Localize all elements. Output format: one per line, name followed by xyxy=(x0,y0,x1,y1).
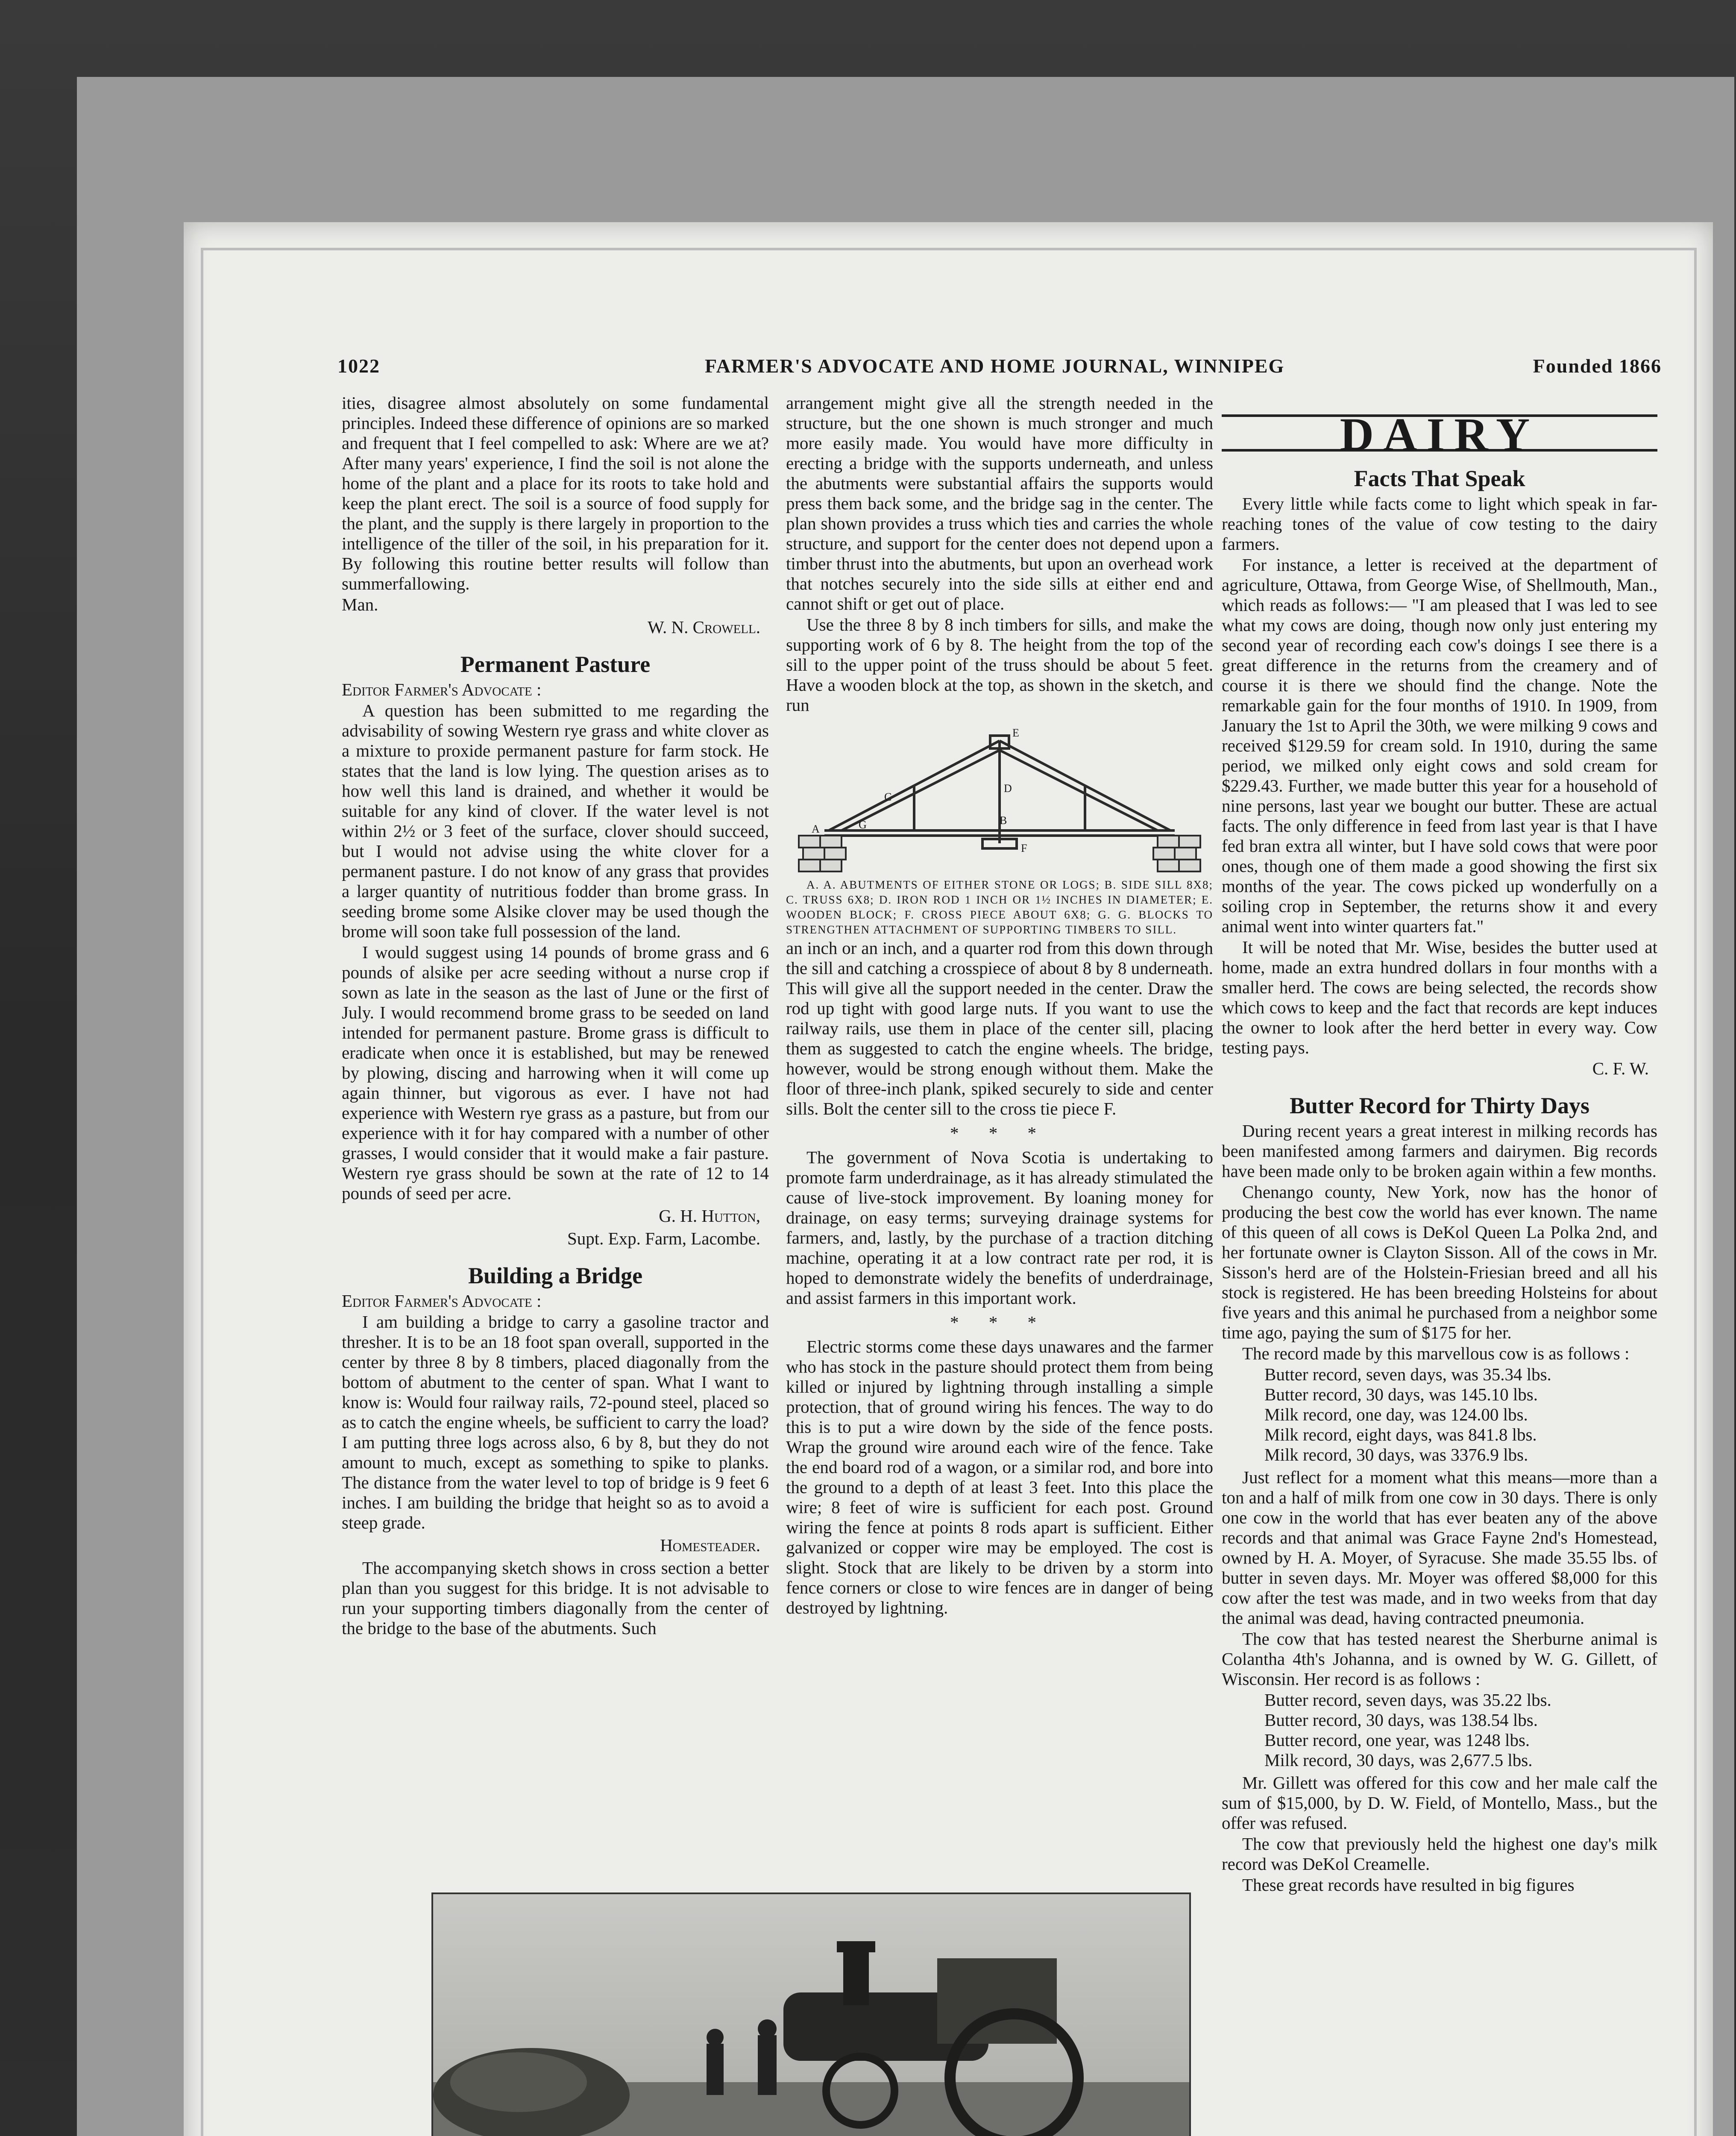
figure-caption: A. A. ABUTMENTS OF EITHER STONE OR LOGS; B. SIDE SILL 8X8; C. TRUSS 6X8; D. IRON ROD 1 INCH OR 1½ INCHES IN DIAMETER; E. WOODEN BLOCK; F. CROSS PIECE ABOUT 6X8; G. G. BLOCKS TO STRENGTHEN ATTACHMENT OF SUPPORTING TIMBERS TO SILL. xyxy=(786,878,1213,936)
article-text: Use the three 8 by 8 inch timbers for sills, and make the supporting work of 6 by 8. The height from the top of the sill to the upper point of the truss should be about 5 feet. Have a wooden block at the top, as shown in the sketch, and run xyxy=(786,615,1213,715)
article-text: A question has been submitted to me regarding the advisability of sowing Western rye grass and white clover as a mixture to proxide permanent pasture for farm stock. He states that the land is low lying. The question arises as to how well this land is drained, and whether it would be suitable for any kind of clover. If the water level is not within 2½ or 3 feet of the surface, clover should succeed, but I would not advise using the white clover for a permanent pasture. I do not know of any grass that provides a larger quantity of nutritious fodder than brome grass. In seeding brome some Alsike clover may be used though the brome will soon take full possession of the land. xyxy=(342,701,769,941)
article-text: The cow that previously held the highest one day's milk record was DeKol Creamelle. xyxy=(1222,1834,1657,1874)
list-item: Milk record, 30 days, was 2,677.5 lbs. xyxy=(1264,1750,1533,1770)
article-text: Mr. Gillett was offered for this cow and her male calf the sum of $15,000, by D. W. Field, of Montello, Mass., but the offer was refused. xyxy=(1222,1773,1657,1833)
article-text: arrangement might give all the strength needed in the structure, but the one shown is much stronger and much more easily made. You would have more difficulty in erecting a bridge with the supports underneath, and unless the abutments were substantial affairs the supports would press them back some, and the bridge sag in the center. The plan shown provides a truss which ties and carries the whole structure, and support for the center does not depend upon a timber thrust into the abutments, but upon an overhead work that notches securely into the side sills at either end and cannot shift or get out of place. xyxy=(786,393,1213,613)
column-right xyxy=(1222,393,1657,1896)
article-text: an inch or an inch, and a quarter rod from this down through the sill and catching a crosspiece of about 8 by 8 underneath. This will give all the support needed in the center. Draw the rod up tight with good large nuts. If you want to use the railway rails, use them in place of the center sill, placing them as suggested to catch the engine wheels. The bridge, however, would be strong enough without them. Make the floor of three-inch plank, spiked securely to side and center sills. Bolt the center sill to the cross tie piece F. xyxy=(786,938,1213,1118)
column-left xyxy=(342,393,769,1639)
list-item: Butter record, 30 days, was 138.54 lbs. xyxy=(1264,1710,1538,1730)
truss-diagram xyxy=(786,724,1213,873)
photo-illustration xyxy=(433,1894,1189,2136)
engine-sawing-wood-photo xyxy=(431,1892,1191,2136)
truss-label: B xyxy=(1000,814,1007,827)
truss-label: D xyxy=(1004,782,1012,795)
headline-building-a-bridge: Building a Bridge xyxy=(468,1263,643,1288)
section-divider: * * * xyxy=(950,1123,1049,1143)
salutation: Editor Farmer's Advocate : xyxy=(342,680,542,699)
section-heading-dairy: DAIRY xyxy=(1222,414,1657,452)
publication-title: FARMER'S ADVOCATE AND HOME JOURNAL, WINNIPEG xyxy=(705,355,1285,377)
column-middle xyxy=(786,393,1213,1619)
signature: Homesteader. xyxy=(660,1535,760,1555)
record-list xyxy=(1222,1690,1657,1770)
article-text: The record made by this marvellous cow is as follows : xyxy=(1242,1344,1630,1363)
page-header xyxy=(337,355,1662,380)
page-number: 1022 xyxy=(337,355,380,377)
truss-label: F xyxy=(1021,842,1027,854)
bridge-truss-sketch xyxy=(786,724,1213,873)
article-text: Just reflect for a moment what this means—more than a ton and a half of milk from one cow in 30 days. There is only one cow in the world that has ever beaten any of the above records and that animal was Grace Fayne 2nd's Homestead, owned by H. A. Moyer, of Syracuse. She made 35.55 lbs. of butter in seven days. Mr. Moyer was offered $8,000 for this cow after the test was made, and in two weeks from that day the animal was dead, having contracted pneumonia. xyxy=(1222,1467,1657,1628)
founded-note: Founded 1866 xyxy=(1533,355,1662,377)
article-text: The accompanying sketch shows in cross section a better plan than you suggest for this bridge. It is not advisable to run your supporting timbers diagonally from the center of the bridge to the base of the abutments. Such xyxy=(342,1558,769,1638)
list-item: Butter record, seven days, was 35.22 lbs. xyxy=(1264,1690,1551,1710)
headline-facts-that-speak: Facts That Speak xyxy=(1354,466,1525,491)
list-item: Milk record, one day, was 124.00 lbs. xyxy=(1264,1405,1528,1424)
article-text: During recent years a great interest in milking records has been manifested among farmers and dairymen. Big records have been made only to be broken again within a few months. xyxy=(1222,1121,1657,1181)
article-text: The cow that has tested nearest the Sherburne animal is Colantha 4th's Johanna, and is owned by W. G. Gillett, of Wisconsin. Her record is as follows : xyxy=(1222,1629,1657,1689)
list-item: Milk record, eight days, was 841.8 lbs. xyxy=(1264,1425,1537,1444)
truss-label: A xyxy=(812,823,820,835)
list-item: Milk record, 30 days, was 3376.9 lbs. xyxy=(1264,1445,1528,1464)
signature: C. F. W. xyxy=(1592,1059,1649,1078)
article-text: It will be noted that Mr. Wise, besides the butter used at home, made an extra hundred dollars in four months with a smaller herd. The cows are being selected, the records show which cows to keep and the fact that records are kept induces the owner to look after the herd better in every way. Cow testing pays. xyxy=(1222,937,1657,1057)
record-list xyxy=(1222,1364,1657,1465)
article-text: Every little while facts come to light which speak in far-reaching tones of the value of cow testing to the dairy farmers. xyxy=(1222,494,1657,554)
headline-butter-record: Butter Record for Thirty Days xyxy=(1290,1093,1589,1118)
section-divider: * * * xyxy=(950,1312,1049,1332)
article-text: I am building a bridge to carry a gasoline tractor and thresher. It is to be an 18 foot span overall, supported in the center by three 8 by 8 timbers, placed diagonally from the bottom of abutment to the center of span. What I want to know is: Would four railway rails, 72-pound steel, placed so as to catch the engine wheels, be sufficient to carry the load? I am putting three logs across also, 6 by 8, but they do not amount to much, except as something to spike to planks. The distance from the water level to top of bridge is 9 feet 6 inches. I am building the bridge that height so as to avoid a steep grade. xyxy=(342,1312,769,1532)
list-item: Butter record, one year, was 1248 lbs. xyxy=(1264,1730,1530,1750)
salutation: Editor Farmer's Advocate : xyxy=(342,1291,542,1311)
article-text: ities, disagree almost absolutely on some fundamental principles. Indeed these difference of opinions are so marked and frequent that I feel compelled to ask: Where are we at? After many years' experience, I find the soil is not alone the home of the plant and a place for its roots to take hold and keep the plant erect. The soil is a source of food supply for the plant, and the supply is there largely in proportion to the intelligence of the tiller of the soil, in his preparation for it. By following this routine better results will follow than summerfallowing. xyxy=(342,393,769,593)
article-text: Chenango county, New York, now has the honor of producing the best cow the world has ever known. The name of this queen of all cows is DeKol Queen La Polka 2nd, and her fortunate owner is Clayton Sisson. All of the cows in Mr. Sisson's herd are of the Holstein-Friesian breed and all his stock is registered. He has been breeding Holsteins for about five years and this animal he purchased from a neighbor some time ago, paying the sum of $175 for her. xyxy=(1222,1182,1657,1342)
article-text: For instance, a letter is received at the department of agriculture, Ottawa, from George Wise, of Shellmouth, Man., which reads as follows:— "I am pleased that I was led to see what my cows are doing, though now only just entering my second year of recording each cow's doings I see there is a great difference in the returns from the creamery and of course it is there we should find the change. Note the remarkable gain for the four months of 1910. In 1909, from January the 1st to April the 30th, we were milking 9 cows and received $129.59 for cream sold. In 1910, during the same period, we milked only eight cows and sold cream for $229.43. Further, we made butter this year for a household of nine persons, last year we bought our butter. These are actual facts. The only difference in feed from last year is that I have fed bran extra all winter, but I have sold cows that were poor ones, though one of them made a good showing the first six months of the year. The cows picked up wonderfully on a soiling crop in September, the returns show it and every animal went into winter quarters fat." xyxy=(1222,555,1657,936)
truss-label: G xyxy=(859,819,867,831)
list-item: Butter record, 30 days, was 145.10 lbs. xyxy=(1264,1385,1538,1404)
signature: W. N. Crowell. xyxy=(648,617,760,637)
article-text: These great records have resulted in big figures xyxy=(1242,1875,1575,1895)
article-text: I would suggest using 14 pounds of brome grass and 6 pounds of alsike per acre seeding without a nurse crop if sown as late in the season as the last of June or the first of July. I would recommend brome grass to be seeded on land intended for permanent pasture. Brome grass is difficult to eradicate when once it is established, but may be renewed by plowing, discing and harrowing when it will come up again thinner, but vigorous as ever. I have not had experience with Western rye grass as a pasture, but from our experience with it for hay compared with a number of other grasses, I would consider that it would make a fair pasture. Western rye grass should be sown at the rate of 12 to 14 pounds of seed per acre. xyxy=(342,942,769,1203)
headline-permanent-pasture: Permanent Pasture xyxy=(460,651,651,677)
article-text: The government of Nova Scotia is undertaking to promote farm underdrainage, as it has already stimulated the cause of live-stock improvement. By loaning money for drainage, on easy terms; surveying drainage systems for farmers, and, lastly, by the purchase of a traction ditching machine, operating it at a low contract rate per rod, it is hoped to demonstrate widely the benefits of underdrainage, and assist farmers in this important work. xyxy=(786,1147,1213,1308)
truss-right-inner xyxy=(1000,750,1158,830)
article-place: Man. xyxy=(342,595,378,614)
signature-title: Supt. Exp. Farm, Lacombe. xyxy=(567,1229,760,1248)
truss-label: E xyxy=(1012,727,1019,739)
article-text: Electric storms come these days unawares and the farmer who has stock in the pasture should protect them from being killed or injured by lightning through installing a simple protection, that of ground wiring his fences. The way to do this is to put a wire down by the side of the fence posts. Wrap the ground wire around each wire of the fence. Take the end board rod of a wagon, or a similar rod, and bore into the ground to a depth of at least 3 feet. Into this place the wire; 8 feet of wire is sufficient for each post. Ground wiring the fence at points 8 rods apart is sufficient. Either galvanized or copper wire may be employed. The cost is slight. Stock that are likely to be driven by a storm into fence corners or close to wire fences are in danger of being destroyed by lightning. xyxy=(786,1337,1213,1617)
signature: G. H. Hutton, xyxy=(659,1206,760,1226)
truss-label: C xyxy=(884,791,892,803)
list-item: Butter record, seven days, was 35.34 lbs. xyxy=(1264,1364,1551,1384)
